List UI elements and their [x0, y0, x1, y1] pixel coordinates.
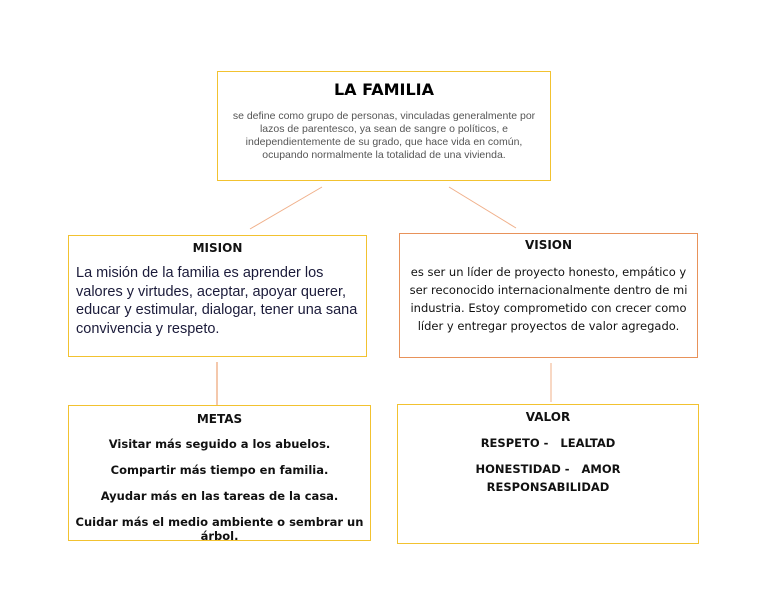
- valor-title: VALOR: [525, 410, 571, 424]
- vision-title: VISION: [524, 238, 573, 252]
- vision-text: es ser un líder de proyecto honesto, empático y ser reconocido internacionalmente dentro de mi industria. Estoy comprometido con crecer como líder y entregar proyectos de valor agregado.: [409, 265, 688, 333]
- familia-description: se define como grupo de personas, vinculadas generalmente por lazos de parentesco, ya sean de sangre o políticos, e independientemente de su grado, que hace vida en común, ocupando normalmente la totalidad de una vivienda.: [232, 110, 536, 161]
- connector-familia-vision: [449, 187, 516, 228]
- valor-line-2: HONESTIDAD - AMOR: [475, 462, 621, 476]
- familia-title: LA FAMILIA: [333, 80, 435, 99]
- connector-familia-mision: [250, 187, 322, 229]
- metas-item-1: Visitar más seguido a los abuelos.: [108, 437, 331, 451]
- valor-box: [397, 404, 699, 544]
- mision-box: [68, 235, 367, 357]
- metas-box: [68, 405, 371, 541]
- mision-title: MISION: [192, 241, 243, 255]
- mision-text: La misión de la familia es aprender los valores y virtudes, aceptar, apoyar querer, educar y estimular, dialogar, tener una sana convivencia y respeto.: [76, 265, 358, 337]
- vision-box: [399, 233, 698, 358]
- valor-line-3: RESPONSABILIDAD: [486, 480, 610, 494]
- metas-item-2: Compartir más tiempo en familia.: [110, 463, 329, 477]
- valor-line-1: RESPETO - LEALTAD: [480, 436, 616, 450]
- metas-title: METAS: [196, 412, 243, 426]
- familia-box: [217, 71, 551, 181]
- metas-item-3: Ayudar más en las tareas de la casa.: [100, 489, 339, 503]
- metas-item-4: Cuidar más el medio ambiente o sembrar un árbol.: [75, 515, 364, 543]
